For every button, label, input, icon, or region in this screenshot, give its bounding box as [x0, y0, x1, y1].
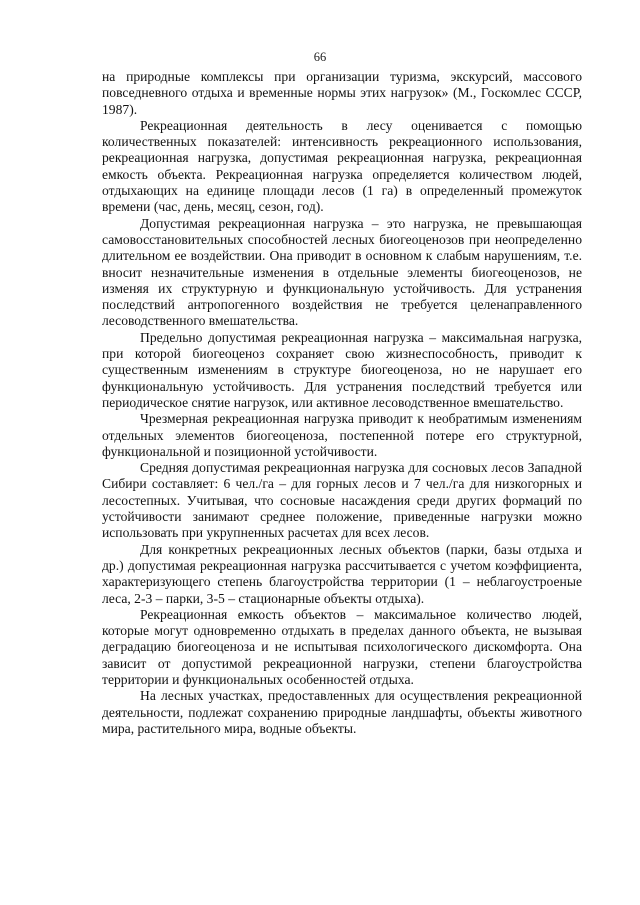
paragraph-continuation: на природные комплексы при организации туризма, экскурсий, массового повседневного отдыха и временные нормы этих нагрузок» (М., Госкомлес СССР, 1987).: [102, 69, 582, 117]
paragraph-recreational-capacity: Рекреационная емкость объектов – максимальное количество людей, которые могут одновременно отдыхать в пределах данного объекта, не вызывая деградацию биогеоценоза и не испытывая психологического дискомфорта. Она зависит от допустимой рекреационной нагрузки, степени благоустройства территории и функциональных особенностей отдыха.: [102, 606, 582, 687]
paragraph-excessive-load: Чрезмерная рекреационная нагрузка приводит к необратимым изменениям отдельных элементов биогеоценоза, постепенной потере его структурной, функциональной и позиционной устойчивости.: [102, 411, 582, 459]
paragraph-forest-plots: На лесных участках, предоставленных для осуществления рекреационной деятельности, подлежат сохранению природные ландшафты, объекты животного мира, растительного мира, водные объекты.: [102, 688, 582, 736]
paragraph-specific-objects: Для конкретных рекреационных лесных объектов (парки, базы отдыха и др.) допустимая рекреационная нагрузка рассчитывается с учетом коэффициента, характеризующего степень благоустройства территории (1 – неблагоустроеные леса, 2-3 – парки, 3-5 – стационарные объекты отдыха).: [102, 541, 582, 606]
paragraph-maximum-permissible-load: Предельно допустимая рекреационная нагрузка – максимальная нагрузка, при которой биогеоценоз сохраняет свою жизнеспособность, приводит к существенным изменениям в структуре биогеоценоза, но не нарушает его функциональную устойчивость. Для устранения последствий требуется или периодическое снятие нагрузок, или активное лесоводственное вмешательство.: [102, 329, 582, 410]
paragraph-recreational-activity: Рекреационная деятельность в лесу оценивается с помощью количественных показателей: интенсивность рекреационного использования, рекреационная нагрузка, допустимая рекреационная нагрузка, рекреационная емкость объекта. Рекреационная нагрузка определяется количеством людей, отдыхающих на единице площади лесов (1 га) в определенный промежуток времени (час, день, месяц, сезон, год).: [102, 117, 582, 215]
body-text: [102, 69, 582, 737]
paragraph-permissible-load: Допустимая рекреационная нагрузка – это нагрузка, не превышающая самовосстановительных способностей лесных биогеоценозов при неопределенно длительном ее воздействии. Она приводит в основном к слабым нарушениям, т.е. вносит незначительные изменения в отдельные элементы биогеоценозов, не изменяя их структурную и функциональную устойчивость. Для устранения последствий антропогенного воздействия не требуется целенаправленного лесоводственного вмешательства.: [102, 215, 582, 329]
page-number: 66: [313, 50, 327, 64]
paragraph-average-load-siberia: Средняя допустимая рекреационная нагрузка для сосновых лесов Западной Сибири составляет: 6 чел./га – для горных лесов и 7 чел./га для низкогорных и лесостепных. Учитывая, что сосновые насаждения среди других формаций по устойчивости занимают среднее положение, приведенные нагрузки можно использовать при укрупненных расчетах для всех лесов.: [102, 460, 582, 541]
